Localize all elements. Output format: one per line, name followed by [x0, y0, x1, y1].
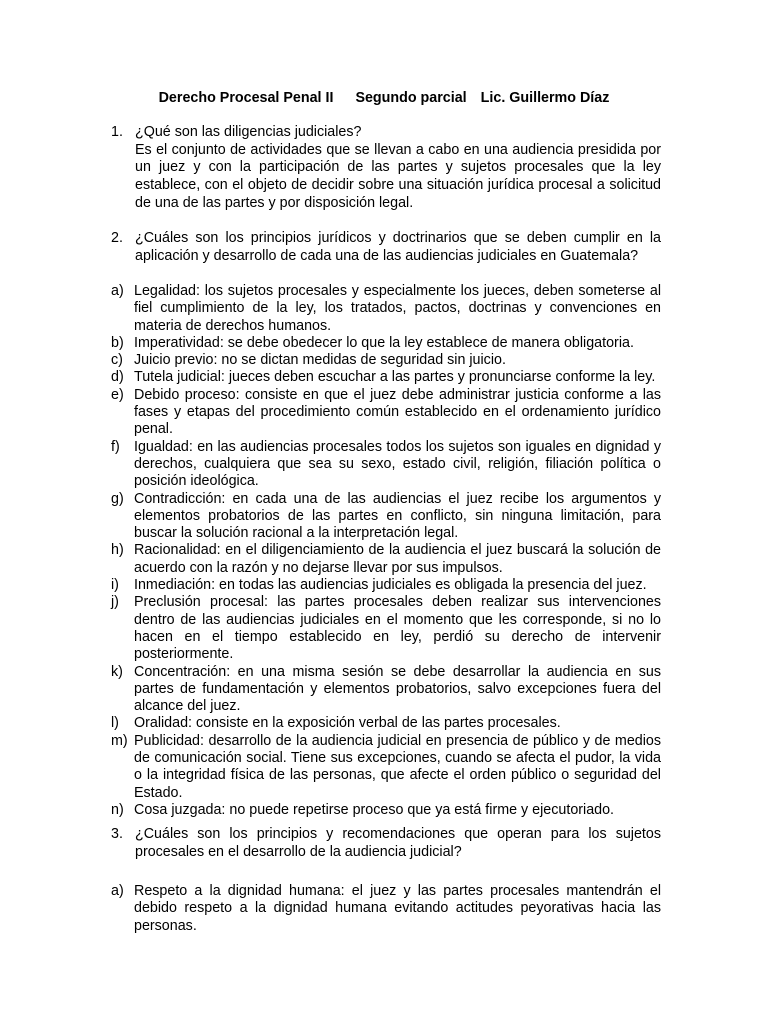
- teacher-name: Lic. Guillermo Díaz: [480, 90, 610, 106]
- question-text: ¿Qué son las diligencias judiciales?: [135, 124, 362, 140]
- question-1: [111, 124, 661, 213]
- item-label: n): [111, 801, 124, 818]
- item-text: Contradicción: en cada una de las audiencias el juez recibe los argumentos y elementos probatorios de las partes en conflicto, sin ninguna limitación, para buscar la solución racional a la interpretación legal.: [134, 490, 661, 542]
- item-label: a): [111, 283, 124, 299]
- list-item: [111, 802, 661, 819]
- item-text: Juicio previo: no se dictan medidas de seguridad sin juicio.: [134, 352, 506, 369]
- list-item: [111, 283, 661, 335]
- list-item: [111, 491, 661, 543]
- question-number: 1.: [111, 124, 123, 140]
- item-text: Inmediación: en todas las audiencias judiciales es obligada la presencia del juez.: [134, 577, 647, 594]
- list-item: [111, 369, 661, 386]
- course-name: Derecho Procesal Penal II: [158, 90, 334, 106]
- item-label: i): [111, 577, 119, 594]
- question-text: ¿Cuáles son los principios jurídicos y doctrinarios que se deben cumplir en la aplicación y desarrollo de cada una de las audiencias judiciales en Guatemala?: [135, 230, 661, 264]
- list-item: [111, 883, 661, 935]
- item-text: Cosa juzgada: no puede repetirse proceso que ya está firme y ejecutoriado.: [134, 801, 615, 818]
- list-item: [111, 335, 661, 352]
- item-text: Debido proceso: consiste en que el juez debe administrar justicia conforme a las fases y etapas del procedimiento común establecido en el ordenamiento jurídico penal.: [134, 386, 661, 438]
- item-text: Publicidad: desarrollo de la audiencia judicial en presencia de público y de medios de comunicación social. Tiene sus excepciones, cuando se afecta el pudor, la vida o la integridad física de las personas, que afecte el orden público o seguridad del Estado.: [134, 732, 661, 801]
- list-item: [111, 352, 661, 369]
- item-label: c): [111, 352, 123, 369]
- item-label: b): [111, 334, 124, 351]
- exam-name: Segundo parcial: [355, 90, 467, 106]
- item-text: Imperatividad: se debe obedecer lo que la ley establece de manera obligatoria.: [134, 334, 634, 351]
- item-label: m): [111, 732, 128, 749]
- document-header: [0, 90, 768, 106]
- item-text: Oralidad: consiste en la exposición verbal de las partes procesales.: [134, 715, 561, 732]
- list-item: [111, 664, 661, 716]
- item-text: Respeto a la dignidad humana: el juez y las partes procesales mantendrán el debido respeto a la dignidad humana evitando actitudes peyorativas hacia las personas.: [134, 883, 661, 934]
- recommendations-list: [111, 883, 661, 935]
- item-text: Igualdad: en las audiencias procesales todos los sujetos son iguales en dignidad y derechos, cualquiera que sea su sexo, estado civil, religión, filiación política o posición ideológica.: [134, 438, 661, 490]
- answer-text: Es el conjunto de actividades que se llevan a cabo en una audiencia presidida por un juez y con la participación de las partes y sujetos procesales que la ley establece, con el objeto de decidir sobre una situación jurídica procesal a solicitud de una de las partes y por disposición legal.: [135, 141, 661, 211]
- item-text: Concentración: en una misma sesión se debe desarrollar la audiencia en sus partes de fundamentación y elementos probatorios, salvo excepciones fuera del alcance del juez.: [134, 663, 661, 715]
- item-text: Preclusión procesal: las partes procesales deben realizar sus intervenciones dentro de las audiencias judiciales en el momento que les corresponde, si no lo hacen en el tiempo establecido en ley, perdió su derecho de intervenir posteriormente.: [134, 594, 661, 663]
- question-number: 2.: [111, 230, 123, 246]
- item-text: Legalidad: los sujetos procesales y especialmente los jueces, deben someterse al fiel cumplimiento de la ley, los tratados, pactos, doctrinas y convenciones en materia de derechos humanos.: [134, 283, 661, 334]
- list-item: [111, 439, 661, 491]
- list-item: [111, 387, 661, 439]
- question-2: [111, 230, 661, 265]
- item-label: d): [111, 369, 124, 386]
- item-label: a): [111, 883, 124, 899]
- question-text: ¿Cuáles son los principios y recomendaciones que operan para los sujetos procesales en el desarrollo de la audiencia judicial?: [135, 826, 661, 860]
- item-label: j): [111, 594, 119, 611]
- list-item: [111, 715, 661, 732]
- item-label: f): [111, 438, 120, 455]
- item-text: Tutela judicial: jueces deben escuchar a las partes y pronunciarse conforme la ley.: [134, 369, 656, 386]
- question-number: 3.: [111, 826, 123, 842]
- principles-list: [111, 283, 661, 819]
- list-item: [111, 733, 661, 802]
- item-label: g): [111, 490, 124, 507]
- list-item: [111, 594, 661, 663]
- item-text: Racionalidad: en el diligenciamiento de la audiencia el juez buscará la solución de acuerdo con la razón y no dejarse llevar por sus impulsos.: [134, 542, 661, 576]
- list-item: [111, 542, 661, 577]
- item-label: l): [111, 715, 119, 732]
- question-3: [111, 826, 661, 861]
- list-item: [111, 577, 661, 594]
- item-label: h): [111, 542, 124, 559]
- item-label: k): [111, 663, 123, 680]
- item-label: e): [111, 386, 124, 403]
